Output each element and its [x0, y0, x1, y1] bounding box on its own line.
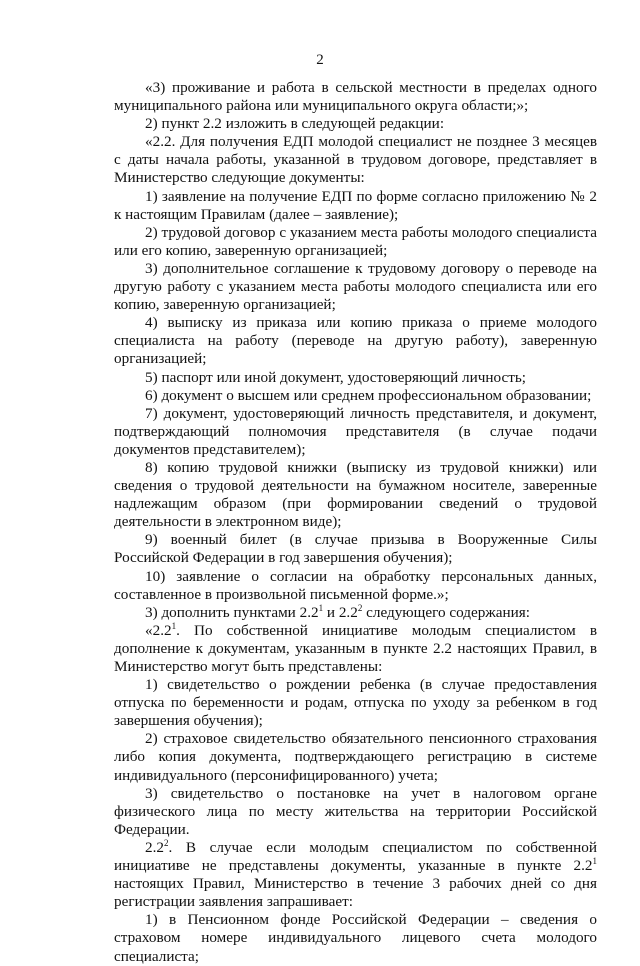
document-body	[114, 79, 597, 966]
paragraph: 1) в Пенсионном фонде Российской Федерации – сведения о страховом номере индивидуального лицевого счета молодого специалиста;	[114, 911, 597, 965]
text-run: следующего содержания:	[362, 603, 530, 621]
paragraph-add-points	[114, 604, 597, 622]
paragraph: 2) трудовой договор с указанием места работы молодого специалиста или его копию, заверенную организацией;	[114, 223, 597, 259]
text-run: «2.2	[145, 621, 172, 639]
paragraph: 2) страховое свидетельство обязательного пенсионного страхования либо копия документа, подтверждающего регистрацию в системе индивидуального (персонифицированного) учета;	[114, 730, 597, 784]
paragraph: 7) документ, удостоверяющий личность представителя, и документ, подтверждающий полномочия представителя (в случае подачи документов представителем);	[114, 404, 597, 458]
superscript: 1	[592, 856, 597, 867]
text-run: . В случае если молодым специалистом по собственной инициативе не представлены документы, указанные в пункте 2.2	[114, 838, 597, 875]
text-run: . По собственной инициативе молодым специалистом в дополнение к документам, указанным в пункте 2.2 настоящих Правил, в Министерство могут быть представлены:	[114, 621, 597, 675]
paragraph: 1) свидетельство о рождении ребенка (в случае предоставления отпуска по беременности и родам, отпуска по уходу за ребенком в год завершения обучения);	[114, 676, 597, 730]
text-run: и 2.2	[323, 603, 358, 621]
paragraph: 4) выписку из приказа или копию приказа о приеме молодого специалиста на работу (переводе на другую работу), заверенную организацией;	[114, 314, 597, 368]
text-run: 3) дополнить пунктами 2.2	[145, 603, 319, 621]
paragraph: «2.2. Для получения ЕДП молодой специалист не позднее 3 месяцев с даты начала работы, указанной в трудовом договоре, представляет в Министерство следующие документы:	[114, 133, 597, 187]
page-number: 2	[316, 52, 324, 68]
paragraph: 9) военный билет (в случае призыва в Вооруженные Силы Российской Федерации в год завершения обучения);	[114, 531, 597, 567]
paragraph: 10) заявление о согласии на обработку персональных данных, составленное в произвольной письменной форме.»;	[114, 567, 597, 603]
paragraph: 8) копию трудовой книжки (выписку из трудовой книжки) или сведения о трудовой деятельности на бумажном носителе, заверенные надлежащим образом (при формировании сведений о трудовой деятельности в электронном виде);	[114, 458, 597, 531]
paragraph: «3) проживание и работа в сельской местности в пределах одного муниципального района или муниципального округа области;»;	[114, 79, 597, 115]
superscript: 2	[357, 602, 363, 613]
paragraph: 3) свидетельство о постановке на учет в налоговом органе физического лица по месту жительства на территории Российской Федерации.	[114, 784, 597, 838]
paragraph: 6) документ о высшем или среднем профессиональном образовании;	[145, 386, 592, 404]
paragraph-2-2-2	[114, 839, 597, 911]
text-run: настоящих Правил, Министерство в течение 3 рабочих дней со дня регистрации заявления запрашивает:	[114, 875, 597, 911]
paragraph: 5) паспорт или иной документ, удостоверяющий личность;	[145, 368, 527, 386]
superscript: 1	[318, 602, 324, 613]
text-run: 2.2	[145, 838, 164, 856]
paragraph: 3) дополнительное соглашение к трудовому договору о переводе на другую работу с указанием места работы молодого специалиста или его копию, заверенную организацией;	[114, 259, 597, 314]
superscript: 1	[171, 620, 177, 631]
paragraph: 2) пункт 2.2 изложить в следующей редакции:	[145, 115, 445, 133]
paragraph: 1) заявление на получение ЕДП по форме согласно приложению № 2 к настоящим Правилам (далее – заявление);	[114, 187, 597, 223]
superscript: 2	[163, 837, 169, 848]
paragraph-2-2-1	[114, 622, 597, 676]
